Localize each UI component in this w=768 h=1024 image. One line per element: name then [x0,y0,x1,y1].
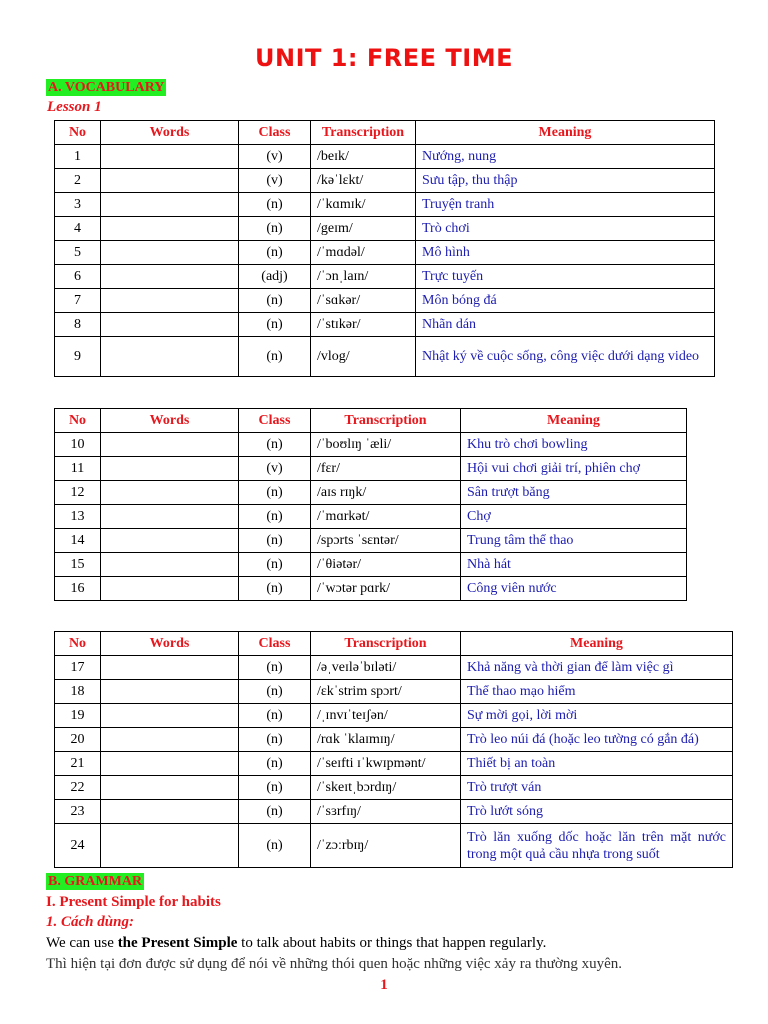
header-transcription: Transcription [311,121,416,145]
cell-meaning: Thể thao mạo hiểm [461,680,733,704]
table-row [55,800,733,824]
cell-meaning: Công viên nước [461,577,687,601]
cell-transcription: /ˌɪnvɪˈteɪʃən/ [311,704,461,728]
section-b-heading: B. GRAMMAR [48,874,143,889]
cell-word [101,145,239,169]
cell-transcription: /spɔrts ˈsɛntər/ [311,529,461,553]
cell-transcription: /ɛkˈstrim spɔrt/ [311,680,461,704]
cell-meaning: Trực tuyến [416,265,715,289]
table-header-row [55,409,687,433]
cell-class: (n) [239,728,311,752]
table-row [55,169,715,193]
cell-no: 24 [55,824,101,868]
explanation-bold-term: the Present Simple [117,935,238,951]
vocab-table-1 [54,120,715,377]
header-words: Words [101,121,239,145]
cell-meaning: Trò leo núi đá (hoặc leo tường có gắn đá) [461,728,733,752]
table-header-row [55,121,715,145]
explanation-text: to talk about habits or things that happen regularly. [237,935,547,951]
cell-word [101,337,239,377]
cell-class: (n) [239,800,311,824]
cell-no: 16 [55,577,101,601]
cell-meaning: Trò lướt sóng [461,800,733,824]
cell-word [101,656,239,680]
table-row [55,433,687,457]
table-row [55,577,687,601]
table-row [55,704,733,728]
cell-transcription: /ˈzɔːrbɪŋ/ [311,824,461,868]
cell-no: 20 [55,728,101,752]
cell-transcription: /kəˈlɛkt/ [311,169,416,193]
table-row [55,752,733,776]
cell-meaning: Sưu tập, thu thập [416,169,715,193]
cell-class: (n) [239,289,311,313]
table-row [55,337,715,377]
cell-word [101,193,239,217]
cell-class: (n) [239,656,311,680]
cell-transcription: /fɛr/ [311,457,461,481]
cell-word [101,169,239,193]
cell-transcription: /ˈskeɪtˌbɔrdɪŋ/ [311,776,461,800]
header-class: Class [239,121,311,145]
header-meaning: Meaning [461,632,733,656]
cell-class: (n) [239,313,311,337]
header-meaning: Meaning [461,409,687,433]
cell-no: 7 [55,289,101,313]
cell-word [101,529,239,553]
page-number: 1 [380,977,388,993]
cell-word [101,217,239,241]
cell-no: 4 [55,217,101,241]
header-transcription: Transcription [311,409,461,433]
cell-class: (n) [239,505,311,529]
cell-transcription: /ˈsɑkər/ [311,289,416,313]
cell-word [101,577,239,601]
cell-class: (n) [239,241,311,265]
cell-word [101,752,239,776]
cell-transcription: /ˈmɑdəl/ [311,241,416,265]
cell-meaning: Thiết bị an toàn [461,752,733,776]
cell-no: 12 [55,481,101,505]
cell-meaning: Nhãn dán [416,313,715,337]
english-explanation [46,935,546,952]
table-row [55,680,733,704]
cell-meaning: Nướng, nung [416,145,715,169]
cell-no: 10 [55,433,101,457]
cell-word [101,433,239,457]
cell-meaning: Môn bóng đá [416,289,715,313]
table-row [55,457,687,481]
cell-word [101,289,239,313]
cell-no: 3 [55,193,101,217]
table-row [55,241,715,265]
header-words: Words [101,409,239,433]
header-no: No [55,121,101,145]
cell-no: 9 [55,337,101,377]
vocab-table-2 [54,408,687,601]
cell-no: 1 [55,145,101,169]
cell-meaning: Nhà hát [461,553,687,577]
table-row [55,289,715,313]
cell-transcription: /beɪk/ [311,145,416,169]
cell-word [101,704,239,728]
cell-meaning: Sự mời gọi, lời mời [461,704,733,728]
table-row [55,728,733,752]
table-row [55,145,715,169]
cell-class: (n) [239,752,311,776]
cell-word [101,457,239,481]
cell-word [101,241,239,265]
cell-no: 15 [55,553,101,577]
table-row [55,529,687,553]
header-class: Class [239,409,311,433]
cell-class: (n) [239,824,311,868]
cell-transcription: /ˈseɪfti ɪˈkwɪpmənt/ [311,752,461,776]
cell-transcription: /vlog/ [311,337,416,377]
table-row [55,193,715,217]
cell-word [101,505,239,529]
cell-class: (n) [239,529,311,553]
cell-meaning: Truyện tranh [416,193,715,217]
table-row [55,505,687,529]
header-no: No [55,409,101,433]
header-meaning: Meaning [416,121,715,145]
cell-no: 13 [55,505,101,529]
cell-word [101,313,239,337]
cell-class: (n) [239,481,311,505]
cell-no: 17 [55,656,101,680]
explanation-text: We can use [46,935,118,951]
cell-word [101,265,239,289]
cell-no: 5 [55,241,101,265]
cell-transcription: /ˈɔnˌlaɪn/ [311,265,416,289]
cell-no: 23 [55,800,101,824]
cell-transcription: /ˈkɑmɪk/ [311,193,416,217]
cell-class: (n) [239,217,311,241]
cell-transcription: /geɪm/ [311,217,416,241]
cell-meaning: Trò chơi [416,217,715,241]
cell-transcription: /ˈsɜrfɪŋ/ [311,800,461,824]
cell-class: (n) [239,577,311,601]
cell-meaning: Sân trượt băng [461,481,687,505]
page-title: UNIT 1: FREE TIME [255,44,513,72]
cell-class: (n) [239,776,311,800]
cell-meaning: Hội vui chơi giải trí, phiên chợ [461,457,687,481]
cell-transcription: /ˈboʊlɪŋ ˈæli/ [311,433,461,457]
header-no: No [55,632,101,656]
cell-transcription: /ˈmɑrkət/ [311,505,461,529]
table-header-row [55,632,733,656]
cell-meaning: Mô hình [416,241,715,265]
section-a-heading: A. VOCABULARY [48,80,165,95]
cell-transcription: /aɪs rɪŋk/ [311,481,461,505]
cell-meaning: Khả năng và thời gian để làm việc gì [461,656,733,680]
cell-class: (v) [239,145,311,169]
cell-word [101,728,239,752]
cell-no: 21 [55,752,101,776]
cell-meaning: Nhật ký về cuộc sống, công việc dưới dạng video [416,337,715,377]
cell-word [101,776,239,800]
table-row [55,824,733,868]
table-row [55,481,687,505]
cell-no: 6 [55,265,101,289]
cell-class: (n) [239,193,311,217]
cell-transcription: /ˈθiətər/ [311,553,461,577]
cell-transcription: /ˈwɔtər pɑrk/ [311,577,461,601]
cell-meaning: Trò lăn xuống dốc hoặc lăn trên mặt nước trong một quả cầu nhựa trong suốt [461,824,733,868]
grammar-heading: I. Present Simple for habits [46,894,221,910]
table-row [55,553,687,577]
cell-class: (n) [239,704,311,728]
vocab-table-3 [54,631,733,868]
cell-class: (n) [239,553,311,577]
cell-no: 22 [55,776,101,800]
cell-no: 2 [55,169,101,193]
cell-word [101,800,239,824]
table-row [55,265,715,289]
header-class: Class [239,632,311,656]
vietnamese-explanation: Thì hiện tại đơn được sử dụng để nói về những thói quen hoặc những việc xảy ra thường xuyên. [46,956,622,972]
table-row [55,217,715,241]
cell-no: 19 [55,704,101,728]
cell-word [101,481,239,505]
cell-no: 14 [55,529,101,553]
cell-word [101,680,239,704]
cell-word [101,553,239,577]
cell-no: 18 [55,680,101,704]
table-row [55,313,715,337]
cell-meaning: Chợ [461,505,687,529]
usage-heading: 1. Cách dùng: [46,914,134,930]
header-words: Words [101,632,239,656]
cell-class: (n) [239,680,311,704]
cell-class: (n) [239,433,311,457]
cell-class: (n) [239,337,311,377]
cell-transcription: /ˈstɪkər/ [311,313,416,337]
cell-word [101,824,239,868]
table-row [55,776,733,800]
cell-class: (v) [239,169,311,193]
table-row [55,656,733,680]
lesson-label: Lesson 1 [47,99,102,115]
cell-class: (v) [239,457,311,481]
cell-class: (adj) [239,265,311,289]
cell-transcription: /rɑk ˈklaɪmɪŋ/ [311,728,461,752]
cell-meaning: Trò trượt ván [461,776,733,800]
cell-meaning: Khu trò chơi bowling [461,433,687,457]
cell-meaning: Trung tâm thể thao [461,529,687,553]
cell-transcription: /əˌveɪləˈbɪləti/ [311,656,461,680]
cell-no: 8 [55,313,101,337]
cell-no: 11 [55,457,101,481]
header-transcription: Transcription [311,632,461,656]
